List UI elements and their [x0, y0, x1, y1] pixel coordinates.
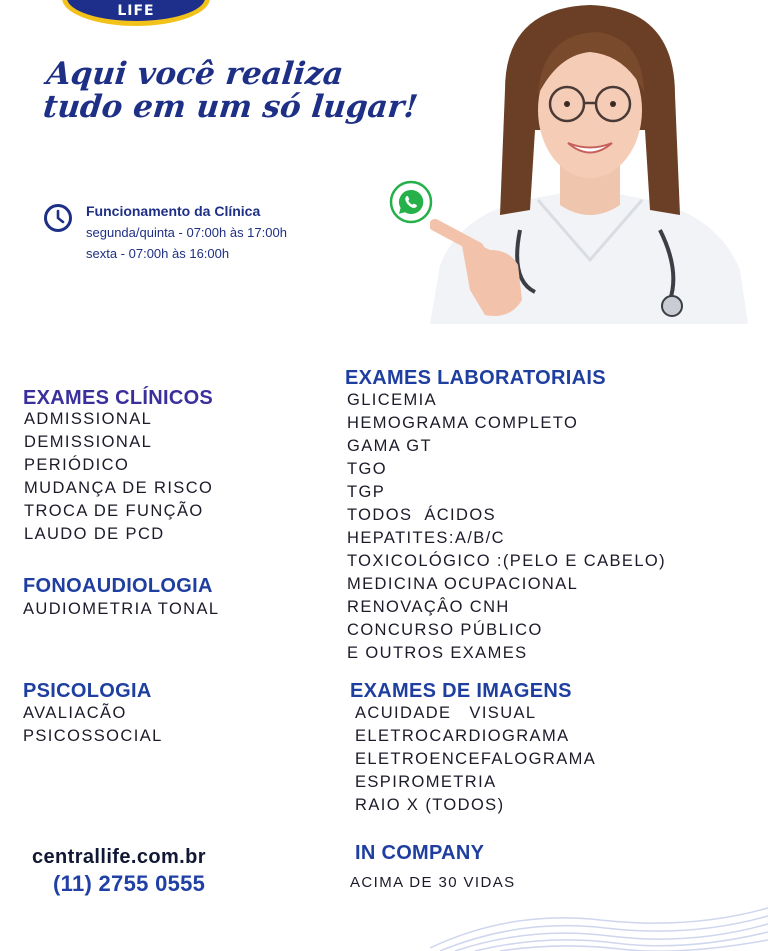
- list-item: MEDICINA OCUPACIONAL: [347, 575, 579, 593]
- list-exames-clinicos: [24, 408, 213, 546]
- brand-logo: [62, 0, 210, 26]
- list-item: TGO: [347, 460, 387, 478]
- website-link[interactable]: centrallife.com.br: [32, 846, 206, 868]
- list-item: HEMOGRAMA COMPLETO: [347, 414, 579, 432]
- list-item: RAIO X (TODOS): [355, 796, 505, 814]
- whatsapp-icon[interactable]: [389, 180, 433, 224]
- list-item: ACIMA DE 30 VIDAS: [350, 874, 516, 891]
- section-title-psicologia: PSICOLOGIA: [23, 680, 152, 702]
- section-title-exames-imagens: EXAMES DE IMAGENS: [350, 680, 572, 702]
- list-item: GLICEMIA: [347, 391, 438, 409]
- list-item: ELETROCARDIOGRAMA: [355, 727, 570, 745]
- headline: [42, 58, 449, 124]
- hours-friday: sexta - 07:00h às 16:00h: [86, 246, 230, 261]
- list-item: LAUDO DE PCD: [24, 525, 165, 543]
- list-item: ELETROENCEFALOGRAMA: [355, 750, 597, 768]
- list-in-company: [350, 871, 516, 894]
- list-psicologia: [23, 702, 163, 748]
- list-item: HEPATITES:A/B/C: [347, 529, 505, 547]
- list-item: PSICOSSOCIAL: [23, 727, 163, 745]
- list-item: TOXICOLÓGICO :(PELO E CABELO): [347, 552, 667, 570]
- phone-number[interactable]: (11) 2755 0555: [53, 871, 206, 896]
- list-item: CONCURSO PÚBLICO: [347, 621, 543, 639]
- list-item: RENOVAÇÂO CNH: [347, 598, 510, 616]
- list-exames-imagens: [355, 702, 596, 817]
- section-title-in-company: IN COMPANY: [355, 842, 485, 864]
- logo-text: LIFE: [117, 3, 155, 19]
- section-title-fonoaudiologia: FONOAUDIOLOGIA: [23, 575, 213, 597]
- list-item: DEMISSIONAL: [24, 433, 153, 451]
- list-item: E OUTROS EXAMES: [347, 644, 528, 662]
- wave-decoration: [430, 900, 768, 951]
- headline-line-2: tudo em um só lugar!: [41, 89, 420, 125]
- list-item: ACUIDADE VISUAL: [355, 704, 537, 722]
- list-exames-laboratoriais: [347, 389, 666, 665]
- list-item: ADMISSIONAL: [24, 410, 153, 428]
- list-item: TGP: [347, 483, 386, 501]
- list-item: TODOS ÁCIDOS: [347, 506, 496, 524]
- hours-weekdays: segunda/quinta - 07:00h às 17:00h: [86, 225, 287, 240]
- list-item: MUDANÇA DE RISCO: [24, 479, 214, 497]
- list-fonoaudiologia: [23, 598, 219, 621]
- list-item: ESPIROMETRIA: [355, 773, 497, 791]
- clock-icon: [43, 203, 73, 233]
- list-item: GAMA GT: [347, 437, 432, 455]
- section-title-exames-clinicos: EXAMES CLÍNICOS: [23, 387, 214, 409]
- list-item: PERIÓDICO: [24, 456, 130, 474]
- hours-title: Funcionamento da Clínica: [86, 203, 261, 219]
- list-item: AVALIACÃO: [23, 704, 127, 722]
- list-item: AUDIOMETRIA TONAL: [23, 600, 220, 618]
- list-item: TROCA DE FUNÇÃO: [24, 502, 204, 520]
- doctor-photo: [430, 0, 748, 324]
- section-title-exames-laboratoriais: EXAMES LABORATORIAIS: [345, 367, 606, 389]
- headline-line-1: Aqui você realiza: [44, 56, 345, 92]
